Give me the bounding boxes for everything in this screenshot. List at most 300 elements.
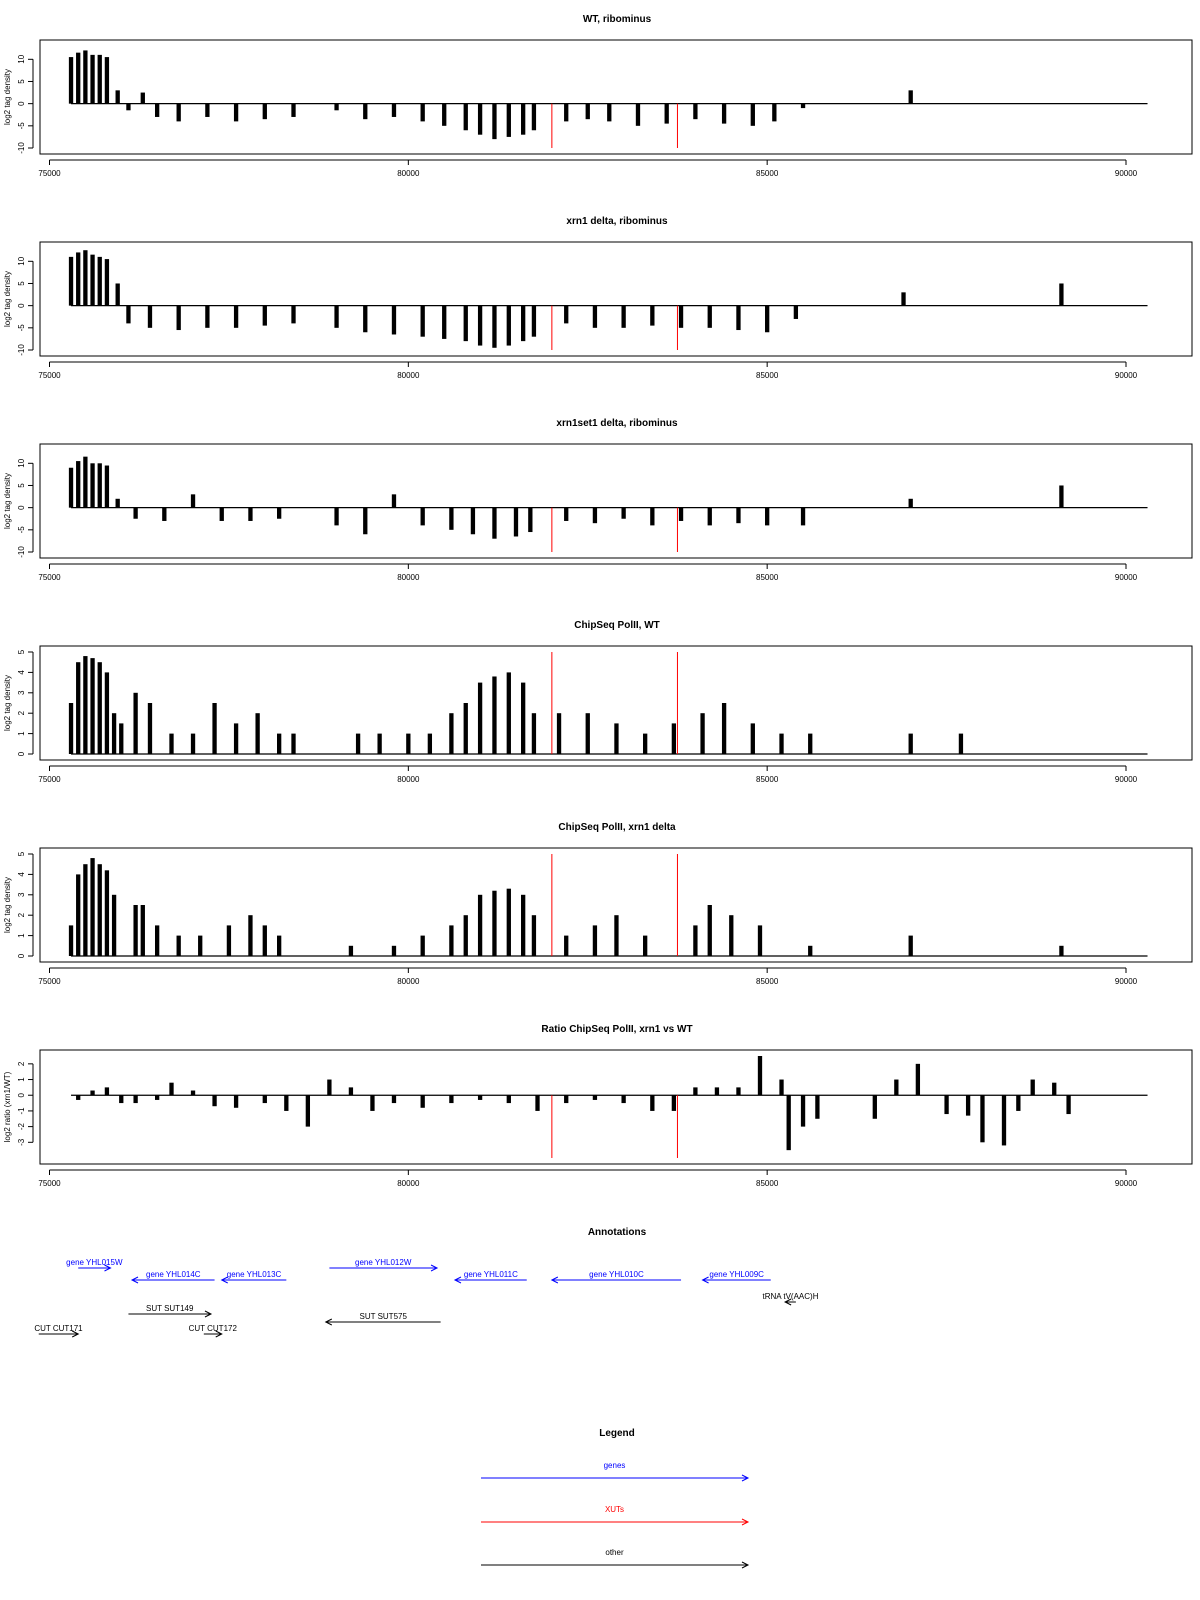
data-bar xyxy=(277,734,281,754)
data-bar xyxy=(116,499,120,508)
data-bar xyxy=(507,889,511,956)
data-bar xyxy=(191,1091,195,1096)
y-axis-label: log2 ratio (xrn1/WT) xyxy=(3,1071,12,1143)
feature-label: tRNA tV(AAC)H xyxy=(762,1292,819,1301)
data-bar xyxy=(665,104,669,124)
legend-label: other xyxy=(605,1548,624,1557)
y-axis xyxy=(3,649,33,756)
data-bar xyxy=(1066,1095,1070,1114)
data-bar xyxy=(83,50,87,103)
data-bar xyxy=(98,55,102,104)
data-bar xyxy=(83,250,87,305)
data-bar xyxy=(507,104,511,137)
data-bar xyxy=(234,104,238,122)
x-tick-label: 90000 xyxy=(1114,371,1138,380)
data-bar xyxy=(363,104,367,120)
y-tick-label: 1 xyxy=(17,933,26,938)
data-bar xyxy=(621,508,625,519)
y-axis xyxy=(3,458,33,557)
data-bar xyxy=(464,703,468,754)
data-bar xyxy=(69,468,73,508)
annotations-title: Annotations xyxy=(587,1227,647,1238)
y-tick-label: 5 xyxy=(17,79,26,84)
data-bar xyxy=(177,104,181,122)
y-tick-label: 0 xyxy=(17,751,26,757)
panel-title: xrn1 delta, ribominus xyxy=(566,216,668,227)
data-bar xyxy=(363,508,367,535)
data-bar xyxy=(593,306,597,328)
feature-label: gene YHL012W xyxy=(355,1258,412,1267)
data-bar xyxy=(909,90,913,103)
data-bar xyxy=(248,508,252,521)
data-bar xyxy=(909,734,913,754)
x-tick-label: 90000 xyxy=(1114,573,1138,582)
data-bar xyxy=(1002,1095,1006,1145)
data-bar xyxy=(116,90,120,103)
data-bar xyxy=(191,734,195,754)
data-bar xyxy=(69,925,73,956)
data-bar xyxy=(227,925,231,956)
data-bar xyxy=(205,306,209,328)
x-tick-label: 80000 xyxy=(397,977,420,986)
data-bar xyxy=(377,734,381,754)
panel-title: Ratio ChipSeq PolII, xrn1 vs WT xyxy=(541,1024,693,1035)
data-bar xyxy=(736,508,740,524)
data-bar xyxy=(449,925,453,956)
data-bar xyxy=(751,104,755,126)
x-axis xyxy=(38,1170,1137,1188)
data-bar xyxy=(212,703,216,754)
data-bar xyxy=(449,713,453,754)
data-bar xyxy=(83,656,87,754)
data-bar xyxy=(428,734,432,754)
data-bar xyxy=(392,104,396,117)
feature-label: CUT CUT172 xyxy=(188,1324,237,1333)
annotation-feature xyxy=(128,1304,211,1317)
data-bar xyxy=(105,57,109,104)
data-bar xyxy=(736,1087,740,1095)
y-tick-label: -10 xyxy=(17,344,26,356)
data-bar xyxy=(751,723,755,754)
data-bar xyxy=(141,905,145,956)
y-axis xyxy=(3,851,33,958)
data-bar xyxy=(248,915,252,956)
x-tick-label: 80000 xyxy=(397,775,420,784)
y-axis-label: log2 tag density xyxy=(3,674,12,732)
panel-title: xrn1set1 delta, ribominus xyxy=(556,418,678,429)
data-bar xyxy=(564,306,568,324)
x-tick-label: 80000 xyxy=(397,573,420,582)
data-bar xyxy=(679,508,683,521)
y-tick-label: -5 xyxy=(17,122,26,130)
annotation-feature xyxy=(329,1258,437,1271)
data-bar xyxy=(133,905,137,956)
data-bar xyxy=(442,104,446,126)
x-tick-label: 90000 xyxy=(1114,977,1138,986)
y-tick-label: -5 xyxy=(17,324,26,332)
data-bar xyxy=(672,1095,676,1111)
annotation-feature xyxy=(222,1270,287,1283)
data-bar xyxy=(263,925,267,956)
data-bar xyxy=(564,508,568,521)
data-bar xyxy=(507,1095,511,1103)
data-bar xyxy=(177,306,181,330)
y-tick-label: -10 xyxy=(17,142,26,154)
y-tick-label: 4 xyxy=(17,872,26,877)
data-bar xyxy=(1059,485,1063,507)
data-bar xyxy=(421,104,425,122)
feature-label: gene YHL015W xyxy=(66,1258,123,1267)
data-bar xyxy=(90,463,94,507)
data-bar xyxy=(708,905,712,956)
data-bar xyxy=(765,508,769,526)
data-bar xyxy=(83,864,87,956)
data-bar xyxy=(492,104,496,139)
legend-label: genes xyxy=(603,1461,626,1470)
data-bar xyxy=(672,723,676,754)
data-bar xyxy=(306,1095,310,1126)
feature-label: CUT CUT171 xyxy=(34,1324,83,1333)
data-bar xyxy=(729,915,733,956)
series-bars xyxy=(69,50,913,139)
data-bar xyxy=(133,508,137,519)
data-bar xyxy=(471,508,475,535)
plot-frame xyxy=(40,242,1192,356)
annotation-feature xyxy=(703,1270,771,1283)
legend-entry-genes xyxy=(481,1461,748,1481)
x-tick-label: 90000 xyxy=(1114,775,1138,784)
data-bar xyxy=(980,1095,984,1142)
data-bar xyxy=(277,508,281,519)
data-bar xyxy=(478,895,482,956)
data-bar xyxy=(758,1056,762,1095)
feature-label: gene YHL014C xyxy=(146,1270,201,1279)
data-bar xyxy=(772,104,776,122)
annotation-feature xyxy=(326,1312,441,1325)
x-tick-label: 85000 xyxy=(756,775,779,784)
data-bar xyxy=(126,306,130,324)
y-tick-label: 0 xyxy=(17,1093,26,1098)
data-bar xyxy=(607,104,611,122)
data-bar xyxy=(944,1095,948,1114)
y-axis xyxy=(3,54,33,153)
y-tick-label: 10 xyxy=(17,458,26,468)
x-tick-label: 75000 xyxy=(38,775,61,784)
data-bar xyxy=(532,104,536,131)
y-tick-label: 2 xyxy=(17,710,26,716)
series-bars xyxy=(69,656,963,754)
panel-title: WT, ribominus xyxy=(582,14,652,25)
data-bar xyxy=(564,104,568,122)
series-bars xyxy=(76,1056,1071,1150)
data-bar xyxy=(191,494,195,507)
data-bar xyxy=(421,1095,425,1108)
y-tick-label: 1 xyxy=(17,731,26,736)
data-bar xyxy=(593,1095,597,1100)
data-bar xyxy=(528,508,532,532)
data-bar xyxy=(141,93,145,104)
data-bar xyxy=(521,895,525,956)
data-bar xyxy=(708,306,712,328)
y-tick-label: 0 xyxy=(17,303,26,308)
data-bar xyxy=(220,508,224,521)
x-tick-label: 80000 xyxy=(397,371,420,380)
y-tick-label: 4 xyxy=(17,670,26,675)
data-bar xyxy=(98,257,102,306)
data-bar xyxy=(507,672,511,754)
data-bar xyxy=(76,874,80,956)
data-bar xyxy=(1031,1080,1035,1096)
data-bar xyxy=(532,915,536,956)
data-bar xyxy=(169,734,173,754)
data-bar xyxy=(263,1095,267,1103)
annotation-features xyxy=(34,1258,818,1337)
data-bar xyxy=(758,925,762,956)
y-tick-label: 0 xyxy=(17,505,26,510)
data-bar xyxy=(116,283,120,305)
data-bar xyxy=(1059,283,1063,305)
panel-title: ChipSeq PolII, WT xyxy=(574,620,660,631)
data-bar xyxy=(966,1095,970,1115)
data-bar xyxy=(650,1095,654,1111)
annotations-panel xyxy=(34,1227,818,1337)
data-bar xyxy=(406,734,410,754)
data-bar xyxy=(959,734,963,754)
legend-entries xyxy=(481,1461,748,1568)
y-tick-label: 5 xyxy=(17,649,26,655)
x-axis xyxy=(38,766,1137,784)
track-panel-3 xyxy=(3,418,1192,582)
data-bar xyxy=(90,858,94,956)
series-bars xyxy=(69,250,1064,348)
data-bar xyxy=(909,499,913,508)
x-tick-label: 85000 xyxy=(756,573,779,582)
data-bar xyxy=(76,252,80,305)
data-bar xyxy=(532,713,536,754)
data-bar xyxy=(392,306,396,335)
feature-label: gene YHL011C xyxy=(463,1270,518,1279)
x-tick-label: 85000 xyxy=(756,169,779,178)
y-tick-label: 5 xyxy=(17,483,26,488)
data-bar xyxy=(492,891,496,956)
data-bar xyxy=(133,693,137,754)
x-tick-label: 90000 xyxy=(1114,169,1138,178)
data-bar xyxy=(234,1095,238,1108)
data-bar xyxy=(234,723,238,754)
data-bar xyxy=(722,104,726,124)
data-bar xyxy=(148,306,152,328)
data-bar xyxy=(521,683,525,754)
data-bar xyxy=(507,306,511,346)
data-bar xyxy=(643,734,647,754)
data-bar xyxy=(90,55,94,104)
data-bar xyxy=(801,104,805,108)
y-tick-label: 5 xyxy=(17,851,26,857)
data-bar xyxy=(105,870,109,956)
data-bar xyxy=(284,1095,288,1111)
data-bar xyxy=(119,723,123,754)
data-bar xyxy=(449,1095,453,1103)
y-tick-label: 1 xyxy=(17,1077,26,1082)
annotation-feature xyxy=(189,1324,238,1337)
data-bar xyxy=(76,461,80,508)
track-panels xyxy=(3,14,1192,1188)
y-tick-label: -1 xyxy=(17,1107,26,1115)
annotation-feature xyxy=(66,1258,123,1271)
feature-label: gene YHL013C xyxy=(226,1270,282,1279)
legend-title: Legend xyxy=(599,1428,635,1439)
track-panel-4 xyxy=(3,620,1192,784)
data-bar xyxy=(901,292,905,305)
data-bar xyxy=(700,713,704,754)
data-bar xyxy=(155,1095,159,1100)
data-bar xyxy=(105,466,109,508)
data-bar xyxy=(421,936,425,956)
data-bar xyxy=(779,1080,783,1096)
track-panel-1 xyxy=(3,14,1192,178)
y-tick-label: 2 xyxy=(17,1061,26,1067)
legend-entry-xuts xyxy=(481,1505,748,1525)
data-bar xyxy=(198,936,202,956)
data-bar xyxy=(291,306,295,324)
series-bars xyxy=(69,457,1064,539)
legend-entry-other xyxy=(481,1548,748,1568)
data-bar xyxy=(334,104,338,111)
data-bar xyxy=(521,306,525,341)
y-tick-label: 0 xyxy=(17,101,26,106)
data-bar xyxy=(291,734,295,754)
data-bar xyxy=(98,662,102,754)
y-tick-label: -2 xyxy=(17,1123,26,1131)
track-panel-2 xyxy=(3,216,1192,380)
x-tick-label: 80000 xyxy=(397,1179,420,1188)
data-bar xyxy=(715,1087,719,1095)
x-axis xyxy=(38,968,1137,986)
y-tick-label: 0 xyxy=(17,953,26,959)
data-bar xyxy=(421,508,425,526)
data-bar xyxy=(478,104,482,135)
data-bar xyxy=(643,936,647,956)
data-bar xyxy=(234,306,238,328)
data-bar xyxy=(177,936,181,956)
data-bar xyxy=(894,1080,898,1096)
x-tick-label: 75000 xyxy=(38,573,61,582)
data-bar xyxy=(370,1095,374,1111)
data-bar xyxy=(112,895,116,956)
data-bar xyxy=(349,946,353,956)
data-bar xyxy=(808,734,812,754)
data-bar xyxy=(90,255,94,306)
y-tick-label: 2 xyxy=(17,912,26,918)
data-bar xyxy=(98,864,102,956)
legend-panel xyxy=(481,1428,748,1568)
data-bar xyxy=(105,672,109,754)
data-bar xyxy=(787,1095,791,1150)
data-bar xyxy=(90,1091,94,1096)
data-bar xyxy=(801,1095,805,1126)
plot-frame xyxy=(40,40,1192,154)
data-bar xyxy=(1052,1083,1056,1096)
data-bar xyxy=(69,257,73,306)
y-tick-label: 5 xyxy=(17,281,26,286)
y-tick-label: 3 xyxy=(17,690,26,696)
feature-label: SUT SUT575 xyxy=(359,1312,407,1321)
data-bar xyxy=(464,306,468,341)
annotation-feature xyxy=(552,1270,681,1283)
data-bar xyxy=(679,306,683,328)
data-bar xyxy=(148,703,152,754)
data-bar xyxy=(765,306,769,333)
data-bar xyxy=(492,306,496,348)
y-tick-label: -3 xyxy=(17,1138,26,1146)
data-bar xyxy=(83,457,87,508)
data-bar xyxy=(155,925,159,956)
data-bar xyxy=(119,1095,123,1103)
data-bar xyxy=(356,734,360,754)
data-bar xyxy=(291,104,295,117)
data-bar xyxy=(126,104,130,111)
data-bar xyxy=(212,1095,216,1106)
data-bar xyxy=(421,306,425,337)
y-tick-label: 10 xyxy=(17,256,26,266)
data-bar xyxy=(392,494,396,507)
data-bar xyxy=(263,104,267,120)
data-bar xyxy=(69,703,73,754)
data-bar xyxy=(521,104,525,135)
y-axis xyxy=(3,1061,33,1146)
data-bar xyxy=(263,306,267,326)
data-bar xyxy=(586,104,590,120)
x-tick-label: 85000 xyxy=(756,1179,779,1188)
data-bar xyxy=(794,306,798,319)
legend-label: XUTs xyxy=(604,1505,625,1514)
data-bar xyxy=(334,306,338,328)
data-bar xyxy=(492,676,496,754)
y-axis-label: log2 tag density xyxy=(3,876,12,934)
x-tick-label: 75000 xyxy=(38,169,61,178)
x-axis xyxy=(38,160,1137,178)
annotation-feature xyxy=(132,1270,215,1283)
data-bar xyxy=(327,1080,331,1096)
plot-frame xyxy=(40,444,1192,558)
data-bar xyxy=(593,508,597,524)
data-bar xyxy=(478,1095,482,1100)
data-bar xyxy=(69,57,73,104)
data-bar xyxy=(873,1095,877,1119)
track-panel-6 xyxy=(3,1024,1192,1188)
y-tick-label: -10 xyxy=(17,546,26,558)
data-bar xyxy=(449,508,453,530)
data-bar xyxy=(650,306,654,326)
data-bar xyxy=(586,713,590,754)
data-bar xyxy=(564,1095,568,1103)
data-bar xyxy=(492,508,496,539)
data-bar xyxy=(532,306,536,337)
data-bar xyxy=(693,104,697,120)
data-bar xyxy=(815,1095,819,1119)
data-bar xyxy=(1059,946,1063,956)
data-bar xyxy=(708,508,712,526)
x-tick-label: 85000 xyxy=(756,371,779,380)
data-bar xyxy=(564,936,568,956)
data-bar xyxy=(557,713,561,754)
annotation-feature xyxy=(762,1292,818,1305)
data-bar xyxy=(155,104,159,117)
data-bar xyxy=(478,683,482,754)
data-bar xyxy=(779,734,783,754)
data-bar xyxy=(105,259,109,306)
y-axis-label: log2 tag density xyxy=(3,472,12,530)
